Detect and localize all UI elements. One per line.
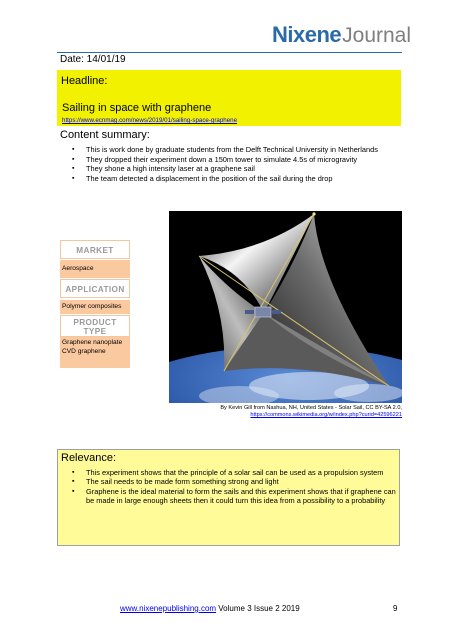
list-item: ▪ The sail needs to be made form something strong and light bbox=[72, 477, 397, 486]
product-type-values bbox=[60, 337, 130, 368]
list-item: ▪ They shone a high intensity laser at a graphene sail bbox=[72, 164, 402, 174]
product-type-value: CVD graphene bbox=[62, 347, 106, 355]
product-type-label: PRODUCT TYPE bbox=[60, 315, 130, 337]
headline-source-link[interactable]: https://www.ecnmag.com/news/2019/01/sailing-space-graphene bbox=[62, 117, 238, 124]
list-item: ▪ This experiment shows that the principle of a solar sail can be used as a propulsion system bbox=[72, 468, 397, 477]
content-summary-list bbox=[72, 145, 402, 183]
market-value: Aerospace bbox=[60, 260, 130, 278]
solar-sail-illustration bbox=[169, 211, 402, 403]
page-number: 9 bbox=[393, 604, 398, 613]
header-rule bbox=[57, 52, 402, 53]
content-summary-title: Content summary: bbox=[60, 129, 150, 141]
article-date: Date: 14/01/19 bbox=[60, 54, 126, 65]
journal-logo bbox=[272, 22, 412, 52]
application-label: APPLICATION bbox=[60, 279, 130, 298]
list-item: ▪ The team detected a displacement in the position of the sail during the drop bbox=[72, 174, 402, 184]
list-item: ▪ They dropped their experiment down a 150m tower to simulate 4.5s of microgravity bbox=[72, 155, 402, 165]
relevance-title: Relevance: bbox=[61, 452, 117, 464]
relevance-list bbox=[72, 468, 397, 506]
list-item: ▪ This is work done by graduate students from the Delft Technical University in Netherlands bbox=[72, 145, 402, 155]
market-label: MARKET bbox=[60, 240, 130, 259]
publisher-website-link[interactable]: www.nixenepublishing.com bbox=[120, 604, 217, 613]
footer-volume-text: Volume 3 Issue 2 2019 bbox=[216, 604, 300, 613]
headline-text: Sailing in space with graphene bbox=[62, 102, 212, 114]
list-item: ▪ Graphene is the ideal material to form the sails and this experiment shows that if graphene can be made in large enough sheets then it could turn this idea from a possibility to a probability bbox=[72, 487, 397, 506]
image-caption: By Kevin Gill from Nashua, NH, United States - Solar Sail, CC BY-SA 2.0, bbox=[220, 405, 402, 411]
image-caption-link[interactable]: https://commons.wikimedia.org/w/index.php?curid=42596221 bbox=[250, 412, 402, 418]
solar-sail-image bbox=[169, 211, 402, 403]
product-type-value: Graphene nanoplate bbox=[62, 339, 123, 346]
footer bbox=[120, 604, 300, 613]
logo-journal: Journal bbox=[342, 24, 412, 47]
headline-label: Headline: bbox=[61, 75, 108, 87]
logo-nixene: Nixene bbox=[272, 22, 342, 47]
application-value: Polymer composites bbox=[60, 300, 130, 314]
